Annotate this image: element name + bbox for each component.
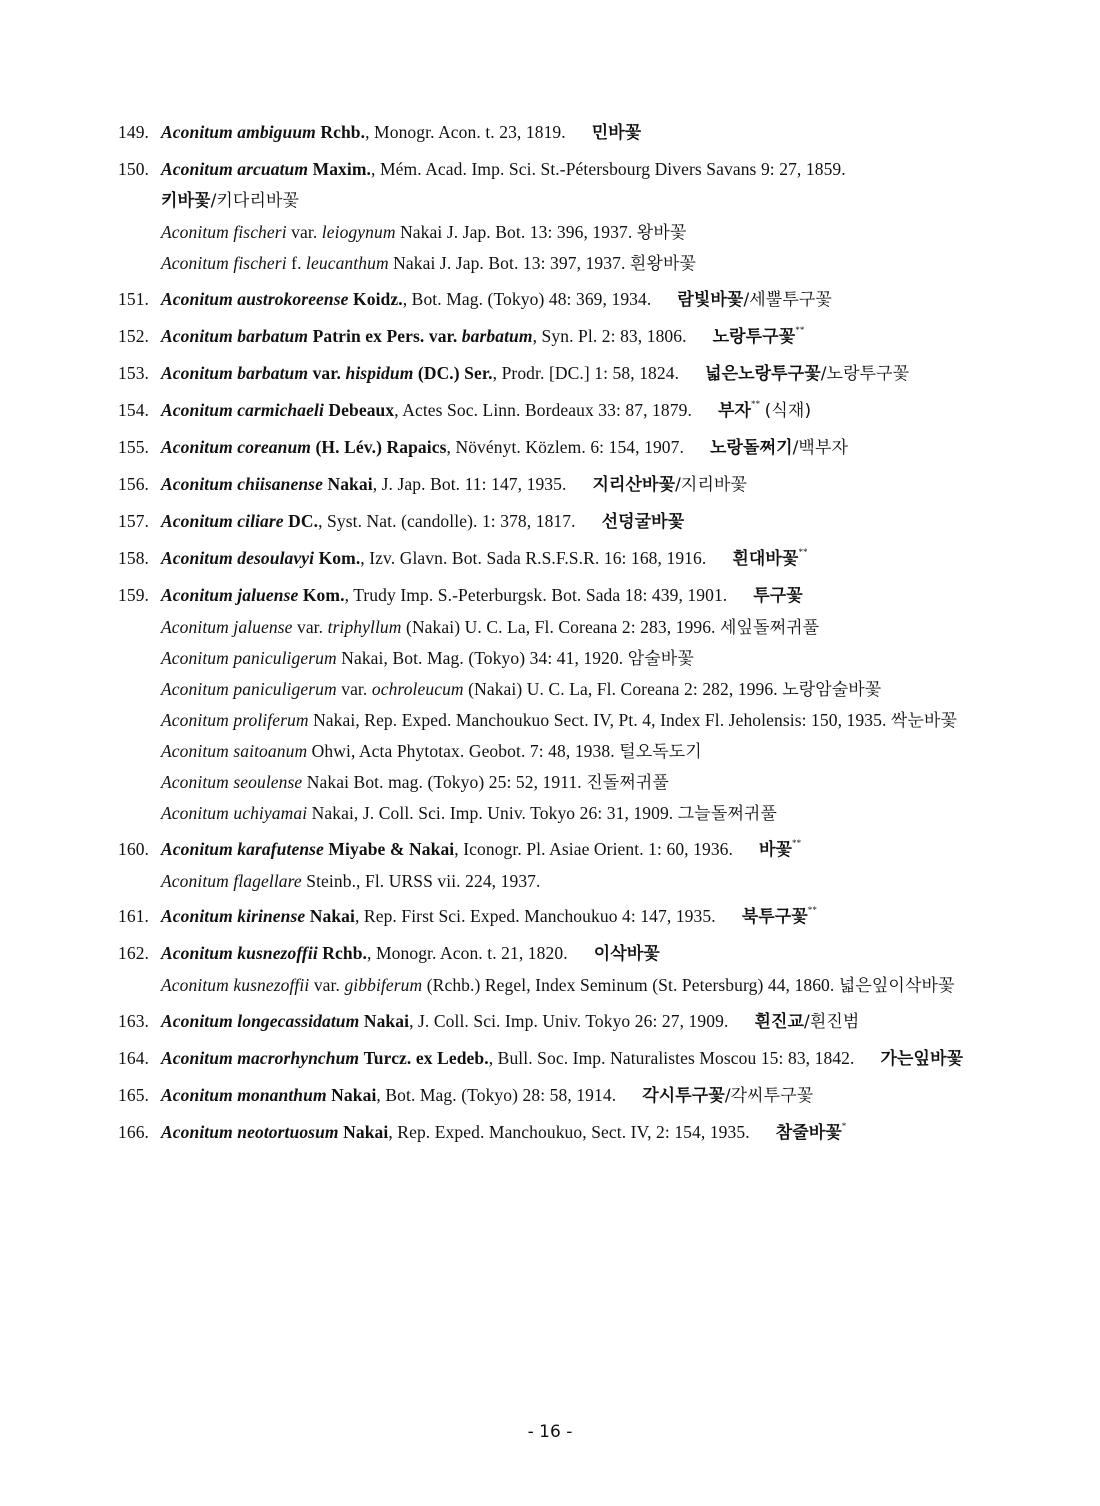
synonym-citation: Steinb., Fl. URSS vii. 224, 1937.: [306, 871, 541, 891]
species-entry: [118, 543, 988, 575]
entry-number: 156.: [118, 474, 150, 494]
citation: , Syn. Pl. 2: 83, 1806.: [532, 326, 687, 346]
citation: , Növényt. Közlem. 6: 154, 1907.: [446, 437, 684, 457]
accepted-name-line: [161, 1006, 988, 1038]
synonym-korean-name: 암술바꽃: [627, 649, 694, 669]
accepted-name-line: [161, 1117, 988, 1149]
author: Nakai: [363, 1011, 410, 1031]
author: Nakai: [331, 1085, 377, 1105]
infraspecific-name: hispidum: [345, 363, 414, 383]
korean-name: 흰대바꽃: [732, 549, 799, 569]
synonym-korean-name: 왕바꽃: [636, 223, 687, 243]
korean-alt-name: /키다리바꽃: [210, 191, 300, 211]
species-entry: [118, 1043, 988, 1075]
synonym-genus: Aconitum: [161, 871, 229, 891]
entry-number: 160.: [118, 839, 150, 859]
citation: , Bull. Soc. Imp. Naturalistes Moscou 15: 83, 1842.: [488, 1048, 855, 1068]
synonym-genus: Aconitum: [161, 710, 229, 730]
accepted-name-line: [161, 1080, 988, 1112]
synonym-line: [161, 767, 988, 798]
species-name: Aconitum kirinense: [161, 906, 306, 926]
author: Kom.: [318, 548, 361, 568]
entry-number: 166.: [118, 1122, 150, 1142]
synonym-korean-name: 넓은잎이삭바꽃: [838, 976, 955, 996]
species-name: Aconitum barbatum: [161, 326, 309, 346]
korean-alt-name: /각씨투구꽃: [724, 1086, 814, 1106]
synonym-line: [161, 705, 988, 736]
author: Turcz. ex Ledeb.: [363, 1048, 489, 1068]
species-name: Aconitum monanthum: [161, 1085, 327, 1105]
citation: , Iconogr. Pl. Asiae Orient. 1: 60, 1936.: [454, 839, 733, 859]
species-entry: [118, 1117, 988, 1149]
synonym-infra: triphyllum: [327, 617, 402, 637]
accepted-name-line: [161, 543, 988, 575]
entry-number: 157.: [118, 511, 150, 531]
korean-name: 람빛바꽃: [677, 290, 744, 310]
citation: , Rep. First Sci. Exped. Manchoukuo 4: 147, 1935.: [354, 906, 716, 926]
korean-name: 키바꽃: [161, 191, 211, 211]
author: Nakai: [309, 906, 355, 926]
species-entry: [118, 580, 988, 829]
synonym-rank: var.: [313, 975, 340, 995]
mark-asterisk: **: [750, 399, 761, 409]
synonym-line: [161, 736, 988, 767]
species-name: Aconitum ambiguum: [161, 122, 316, 142]
synonym-line: [161, 674, 988, 705]
synonym-rank: var.: [291, 222, 318, 242]
synonym-rank: var.: [296, 617, 324, 637]
citation: , Izv. Glavn. Bot. Sada R.S.F.S.R. 16: 168, 1916.: [360, 548, 707, 568]
mark-asterisk: *: [841, 1121, 847, 1131]
citation: , Bot. Mag. (Tokyo) 28: 58, 1914.: [376, 1085, 617, 1105]
accepted-name-line: [161, 432, 988, 464]
synonym-genus: Aconitum: [161, 975, 229, 995]
korean-name: 참줄바꽃: [775, 1123, 842, 1143]
synonym-korean-name: 진돌쩌귀풀: [586, 773, 669, 793]
synonym-genus: Aconitum: [161, 617, 229, 637]
synonym-infra: leucanthum: [306, 253, 389, 273]
synonym-line: [161, 970, 988, 1001]
korean-name: 가는잎바꽃: [880, 1049, 964, 1069]
synonym-citation: Ohwi, Acta Phytotax. Geobot. 7: 48, 1938.: [311, 741, 615, 761]
entry-number: 158.: [118, 548, 150, 568]
synonym-rank: f.: [291, 253, 302, 273]
synonym-genus: Aconitum: [161, 253, 229, 273]
citation: , J. Coll. Sci. Imp. Univ. Tokyo 26: 27, 1909.: [409, 1011, 729, 1031]
synonym-epithet: seoulense: [233, 772, 303, 792]
mark-asterisk: **: [792, 838, 802, 848]
korean-name: 이삭바꽃: [593, 944, 660, 964]
citation: , Rep. Exped. Manchoukuo, Sect. IV, 2: 154, 1935.: [388, 1122, 750, 1142]
synonym-genus: Aconitum: [161, 222, 229, 242]
species-entry: [118, 432, 988, 464]
author: Debeaux: [328, 400, 395, 420]
species-entry: [118, 506, 988, 538]
species-entry: [118, 284, 988, 316]
entry-number: 154.: [118, 400, 150, 420]
page-number: - 16 -: [527, 1422, 573, 1442]
species-name: Aconitum austrokoreense: [161, 289, 349, 309]
note: (식재): [764, 401, 812, 421]
author: Koidz.: [353, 289, 403, 309]
synonym-line: [161, 217, 988, 248]
author: Rchb.: [322, 943, 368, 963]
synonym-citation: Nakai J. Jap. Bot. 13: 397, 1937.: [393, 253, 626, 273]
species-entry: [118, 117, 988, 149]
accepted-name-line: [161, 154, 988, 217]
korean-name: 민바꽃: [591, 123, 642, 143]
synonym-korean-name: 털오독도기: [619, 742, 702, 762]
author: Nakai: [343, 1122, 389, 1142]
entry-number: 149.: [118, 122, 150, 142]
synonym-epithet: paniculigerum: [233, 679, 337, 699]
korean-alt-name: /노랑투구꽃: [820, 364, 910, 384]
citation: , Trudy Imp. S.-Peterburgsk. Bot. Sada 18: 439, 1901.: [344, 585, 728, 605]
author: var.: [312, 363, 342, 383]
synonym-line: [161, 612, 988, 643]
species-entry: [118, 1080, 988, 1112]
synonym-epithet: saitoanum: [233, 741, 308, 761]
species-entry: [118, 321, 988, 353]
accepted-name-line: [161, 469, 988, 501]
synonym-epithet: proliferum: [233, 710, 309, 730]
entry-number: 159.: [118, 585, 150, 605]
synonym-citation: (Nakai) U. C. La, Fl. Coreana 2: 282, 1996.: [468, 679, 778, 699]
infraspecific-name: barbatum: [461, 326, 533, 346]
synonym-citation: Nakai, J. Coll. Sci. Imp. Univ. Tokyo 26: 31, 1909.: [311, 803, 674, 823]
synonym-infra: gibbiferum: [344, 975, 423, 995]
synonym-line: [161, 643, 988, 674]
synonym-epithet: fischeri: [233, 253, 287, 273]
korean-name: 노랑돌쩌기: [709, 438, 793, 458]
entry-number: 153.: [118, 363, 150, 383]
synonym-korean-name: 싹눈바꽃: [890, 711, 957, 731]
korean-name: 넓은노랑투구꽃: [705, 364, 821, 384]
synonym-genus: Aconitum: [161, 679, 229, 699]
citation: , Monogr. Acon. t. 21, 1820.: [367, 943, 568, 963]
author: Maxim.: [312, 159, 372, 179]
entry-number: 151.: [118, 289, 150, 309]
species-name: Aconitum neotortuosum: [161, 1122, 339, 1142]
author: Kom.: [302, 585, 345, 605]
synonym-korean-name: 흰왕바꽃: [629, 254, 696, 274]
accepted-name-line: [161, 117, 988, 149]
citation: , J. Jap. Bot. 11: 147, 1935.: [372, 474, 567, 494]
infraspecific-author: (DC.) Ser.: [417, 363, 493, 383]
entry-number: 163.: [118, 1011, 150, 1031]
synonym-epithet: uchiyamai: [233, 803, 308, 823]
accepted-name-line: [161, 395, 988, 427]
species-name: Aconitum barbatum: [161, 363, 309, 383]
synonym-line: [161, 248, 988, 279]
entry-number: 165.: [118, 1085, 150, 1105]
citation: , Mém. Acad. Imp. Sci. St.-Pétersbourg Divers Savans 9: 27, 1859.: [371, 159, 846, 179]
synonym-epithet: kusnezoffii: [233, 975, 310, 995]
synonym-infra: ochroleucum: [371, 679, 464, 699]
citation: , Monogr. Acon. t. 23, 1819.: [365, 122, 566, 142]
korean-name: 북투구꽃: [741, 907, 808, 927]
species-name: Aconitum arcuatum: [161, 159, 309, 179]
species-entry: [118, 154, 988, 279]
mark-asterisk: **: [807, 905, 817, 915]
author: Patrin ex Pers. var.: [312, 326, 458, 346]
species-entry: [118, 358, 988, 390]
synonym-korean-name: 노랑암술바꽃: [782, 680, 882, 700]
species-name: Aconitum longecassidatum: [161, 1011, 360, 1031]
synonym-citation: Nakai Bot. mag. (Tokyo) 25: 52, 1911.: [306, 772, 582, 792]
entry-number: 155.: [118, 437, 150, 457]
korean-name: 지리산바꽃: [592, 475, 676, 495]
citation: , Bot. Mag. (Tokyo) 48: 369, 1934.: [402, 289, 652, 309]
korean-name: 각시투구꽃: [642, 1086, 725, 1106]
synonym-genus: Aconitum: [161, 741, 229, 761]
species-entry: [118, 901, 988, 933]
korean-name: 바꽃: [759, 840, 793, 860]
synonym-korean-name: 그늘돌쩌귀풀: [677, 804, 777, 824]
synonym-citation: (Rchb.) Regel, Index Seminum (St. Petersburg) 44, 1860.: [426, 975, 835, 995]
synonym-citation: (Nakai) U. C. La, Fl. Coreana 2: 283, 1996.: [406, 617, 716, 637]
species-entry: [118, 1006, 988, 1038]
citation: , Prodr. [DC.] 1: 58, 1824.: [492, 363, 680, 383]
mark-asterisk: **: [795, 325, 805, 335]
author: Nakai: [327, 474, 373, 494]
synonym-citation: Nakai, Rep. Exped. Manchoukuo Sect. IV, Pt. 4, Index Fl. Jeholensis: 150, 1935.: [313, 710, 887, 730]
synonym-epithet: jaluense: [233, 617, 293, 637]
accepted-name-line: [161, 321, 988, 353]
accepted-name-line: [161, 580, 988, 612]
accepted-name-line: [161, 901, 988, 933]
author: (H. Lév.) Rapaics: [315, 437, 447, 457]
entry-number: 162.: [118, 943, 150, 963]
korean-name: 노랑투구꽃: [712, 327, 796, 347]
synonym-epithet: fischeri: [233, 222, 287, 242]
species-name: Aconitum jaluense: [161, 585, 299, 605]
species-name: Aconitum desoulavyi: [161, 548, 315, 568]
citation: , Actes Soc. Linn. Bordeaux 33: 87, 1879.: [394, 400, 692, 420]
accepted-name-line: [161, 1043, 988, 1075]
species-name: Aconitum coreanum: [161, 437, 311, 457]
synonym-epithet: flagellare: [233, 871, 302, 891]
synonym-citation: Nakai, Bot. Mag. (Tokyo) 34: 41, 1920.: [341, 648, 624, 668]
species-entry: [118, 834, 988, 896]
species-entry: [118, 469, 988, 501]
korean-name: 선덩굴바꽃: [601, 512, 685, 532]
entry-number: 161.: [118, 906, 150, 926]
synonym-genus: Aconitum: [161, 772, 229, 792]
synonym-line: [161, 798, 988, 829]
accepted-name-line: [161, 938, 988, 970]
synonym-korean-name: 세잎돌쩌귀풀: [720, 618, 820, 638]
korean-alt-name: /세뿔투구꽃: [743, 290, 832, 310]
korean-name: 투구꽃: [753, 586, 803, 606]
species-entry: [118, 395, 988, 427]
species-name: Aconitum carmichaeli: [161, 400, 324, 420]
author: Miyabe & Nakai: [328, 839, 455, 859]
korean-name: 흰진교: [754, 1012, 805, 1032]
species-name: Aconitum karafutense: [161, 839, 324, 859]
species-name: Aconitum ciliare: [161, 511, 284, 531]
accepted-name-line: [161, 358, 988, 390]
entry-number: 164.: [118, 1048, 150, 1068]
species-name: Aconitum chiisanense: [161, 474, 323, 494]
accepted-name-line: [161, 506, 988, 538]
species-name: Aconitum macrorhynchum: [161, 1048, 360, 1068]
author: Rchb.: [320, 122, 366, 142]
synonym-genus: Aconitum: [161, 648, 229, 668]
species-entry: [118, 938, 988, 1001]
korean-alt-name: /지리바꽃: [675, 475, 748, 495]
synonym-line: [161, 866, 988, 896]
author: DC.: [288, 511, 319, 531]
entry-number: 150.: [118, 159, 150, 179]
species-name: Aconitum kusnezoffii: [161, 943, 318, 963]
korean-alt-name: /백부자: [792, 438, 849, 458]
species-list: [118, 117, 988, 1154]
accepted-name-line: [161, 834, 988, 866]
synonym-rank: var.: [341, 679, 368, 699]
korean-name: 부자: [717, 401, 751, 421]
synonym-genus: Aconitum: [161, 803, 229, 823]
mark-asterisk: **: [798, 547, 808, 557]
accepted-name-line: [161, 284, 988, 316]
korean-alt-name: /흰진범: [804, 1012, 860, 1032]
synonym-epithet: paniculigerum: [233, 648, 337, 668]
synonym-citation: Nakai J. Jap. Bot. 13: 396, 1937.: [400, 222, 633, 242]
entry-number: 152.: [118, 326, 150, 346]
citation: , Syst. Nat. (candolle). 1: 378, 1817.: [318, 511, 576, 531]
synonym-infra: leiogynum: [321, 222, 396, 242]
